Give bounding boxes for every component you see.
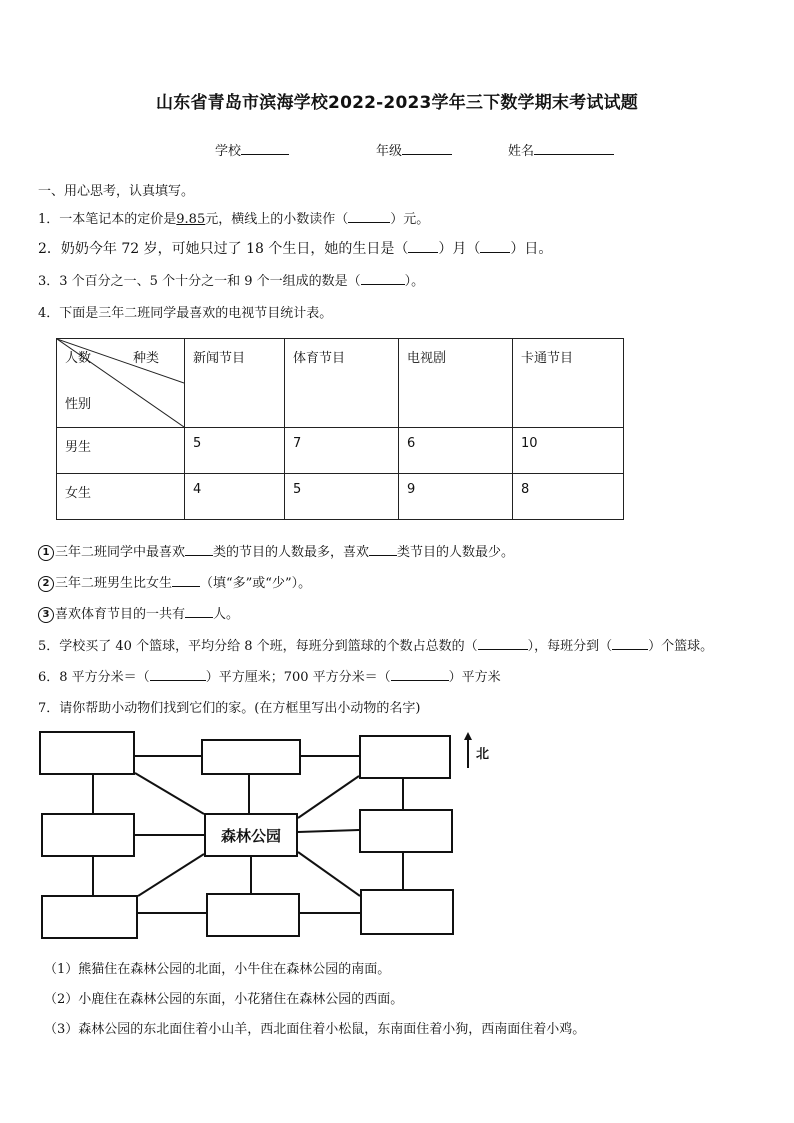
question-6 (38, 666, 501, 685)
sub-question-2 (38, 572, 311, 592)
sub1-text-c: 类节目的人数最少。 (397, 545, 515, 560)
school-field (215, 140, 289, 159)
q1-text-c: ）元。 (390, 212, 430, 227)
circled-number: 2 (38, 576, 54, 592)
sub1-most-blank[interactable] (185, 543, 213, 556)
table-cell: 6 (399, 428, 513, 474)
tv-program-table (56, 338, 624, 520)
q5-text-c: ）个篮球。 (648, 639, 714, 654)
sub2-text-b: （填“多”或“少”）。 (200, 576, 312, 591)
table-cell: 5 (285, 474, 399, 520)
table-cell: 8 (513, 474, 624, 520)
corner-label-type: 种类 (133, 351, 160, 366)
table-cell: 9 (399, 474, 513, 520)
q1-price: 9.85 (176, 212, 206, 227)
q6-text-a: 6．8 平方分米＝（ (38, 670, 150, 685)
sub-question-3 (38, 603, 239, 623)
page-title: 山东省青岛市滨海学校2022-2023学年三下数学期末考试试题 (156, 93, 638, 113)
column-header: 卡通节目 (513, 339, 624, 428)
grade-field (376, 140, 452, 159)
table-cell: 4 (185, 474, 285, 520)
circled-number: 1 (38, 545, 54, 561)
q6-text-b: ）平方厘米；700 平方分米＝（ (205, 670, 391, 685)
north-label: 北 (476, 747, 490, 762)
section-heading: 一、用心思考，认真填写。 (38, 184, 195, 199)
name-label: 姓名 (508, 144, 535, 159)
northeast-answer-box[interactable] (360, 736, 450, 778)
south-answer-box[interactable] (207, 894, 299, 936)
connector-line (298, 830, 359, 832)
sub3-text-b: 人。 (213, 607, 240, 622)
sub1-least-blank[interactable] (369, 543, 397, 556)
question-2 (38, 238, 552, 258)
q5-fraction-blank[interactable] (478, 637, 528, 650)
center-label: 森林公园 (220, 827, 282, 845)
west-answer-box[interactable] (42, 814, 134, 856)
row-label: 女生 (57, 474, 185, 520)
north-answer-box[interactable] (202, 740, 300, 774)
circled-number: 3 (38, 607, 54, 623)
column-header: 新闻节目 (185, 339, 285, 428)
q2-text-a: 2．奶奶今年 72 岁，可她只过了 18 个生日，她的生日是（ (38, 241, 409, 257)
sub1-text-b: 类的节目的人数最多，喜欢 (213, 545, 370, 560)
sub2-text-a: 三年二班男生比女生 (55, 576, 173, 591)
sub2-answer-blank[interactable] (172, 574, 200, 587)
north-arrow-icon (464, 732, 472, 740)
sub1-text-a: 三年二班同学中最喜欢 (55, 545, 186, 560)
question-4: 4．下面是三年二班同学最喜欢的电视节目统计表。 (38, 306, 333, 321)
column-header: 电视剧 (399, 339, 513, 428)
q1-text-b: 元，横线上的小数读作（ (205, 212, 349, 227)
southwest-answer-box[interactable] (42, 896, 137, 938)
table-row (57, 474, 624, 520)
corner-label-count: 人数 (65, 351, 92, 366)
name-blank[interactable] (534, 140, 614, 155)
q5-text-b: ），每班分到（ (527, 639, 613, 654)
northwest-answer-box[interactable] (40, 732, 134, 774)
east-answer-box[interactable] (360, 810, 452, 852)
q3-answer-blank[interactable] (361, 272, 405, 285)
grade-label: 年级 (376, 144, 403, 159)
table-cell: 10 (513, 428, 624, 474)
q2-text-b: ）月（ (438, 241, 481, 257)
grade-blank[interactable] (402, 140, 452, 155)
name-field (508, 140, 614, 159)
sub-question-1 (38, 541, 514, 561)
q5-text-a: 5．学校买了 40 个篮球，平均分给 8 个班，每班分到篮球的个数占总数的（ (38, 639, 478, 654)
table-cell: 5 (185, 428, 285, 474)
school-blank[interactable] (241, 140, 289, 155)
column-header: 体育节目 (285, 339, 399, 428)
question-3 (38, 270, 424, 289)
q6-blank-2[interactable] (391, 668, 449, 681)
q1-answer-blank[interactable] (348, 210, 390, 223)
southeast-answer-box[interactable] (361, 890, 453, 934)
q1-text-a: 1．一本笔记本的定价是 (38, 212, 177, 227)
q5-count-blank[interactable] (612, 637, 648, 650)
q3-text-b: ）。 (404, 274, 425, 289)
q2-text-c: ）日。 (510, 241, 553, 257)
q2-month-blank[interactable] (408, 240, 438, 253)
table-cell: 7 (285, 428, 399, 474)
q2-day-blank[interactable] (480, 240, 510, 253)
note-3: （3）森林公园的东北面住着小山羊，西北面住着小松鼠，东南面住着小狗，西南面住着小鸡。 (44, 1022, 586, 1037)
q6-blank-1[interactable] (150, 668, 206, 681)
sub3-text-a: 喜欢体育节目的一共有 (55, 607, 186, 622)
school-label: 学校 (215, 144, 242, 159)
connector-line (298, 776, 359, 818)
q6-text-c: ）平方米 (448, 670, 501, 685)
q3-text-a: 3．3 个百分之一、5 个十分之一和 9 个一组成的数是（ (38, 274, 361, 289)
corner-label-gender: 性别 (65, 397, 92, 412)
sub3-answer-blank[interactable] (185, 605, 213, 618)
note-1: （1）熊猫住在森林公园的北面，小牛住在森林公园的南面。 (44, 962, 391, 977)
connector-line (135, 773, 204, 814)
connector-line (138, 854, 204, 896)
table-row (57, 428, 624, 474)
note-2: （2）小鹿住在森林公园的东面，小花猪住在森林公园的西面。 (44, 992, 404, 1007)
question-1 (38, 208, 429, 227)
table-corner-cell (57, 339, 185, 428)
question-7: 7．请你帮助小动物们找到它们的家。(在方框里写出小动物的名字) (38, 701, 421, 716)
question-5 (38, 635, 713, 654)
forest-park-map (38, 728, 508, 943)
connector-line (298, 852, 360, 896)
row-label: 男生 (57, 428, 185, 474)
